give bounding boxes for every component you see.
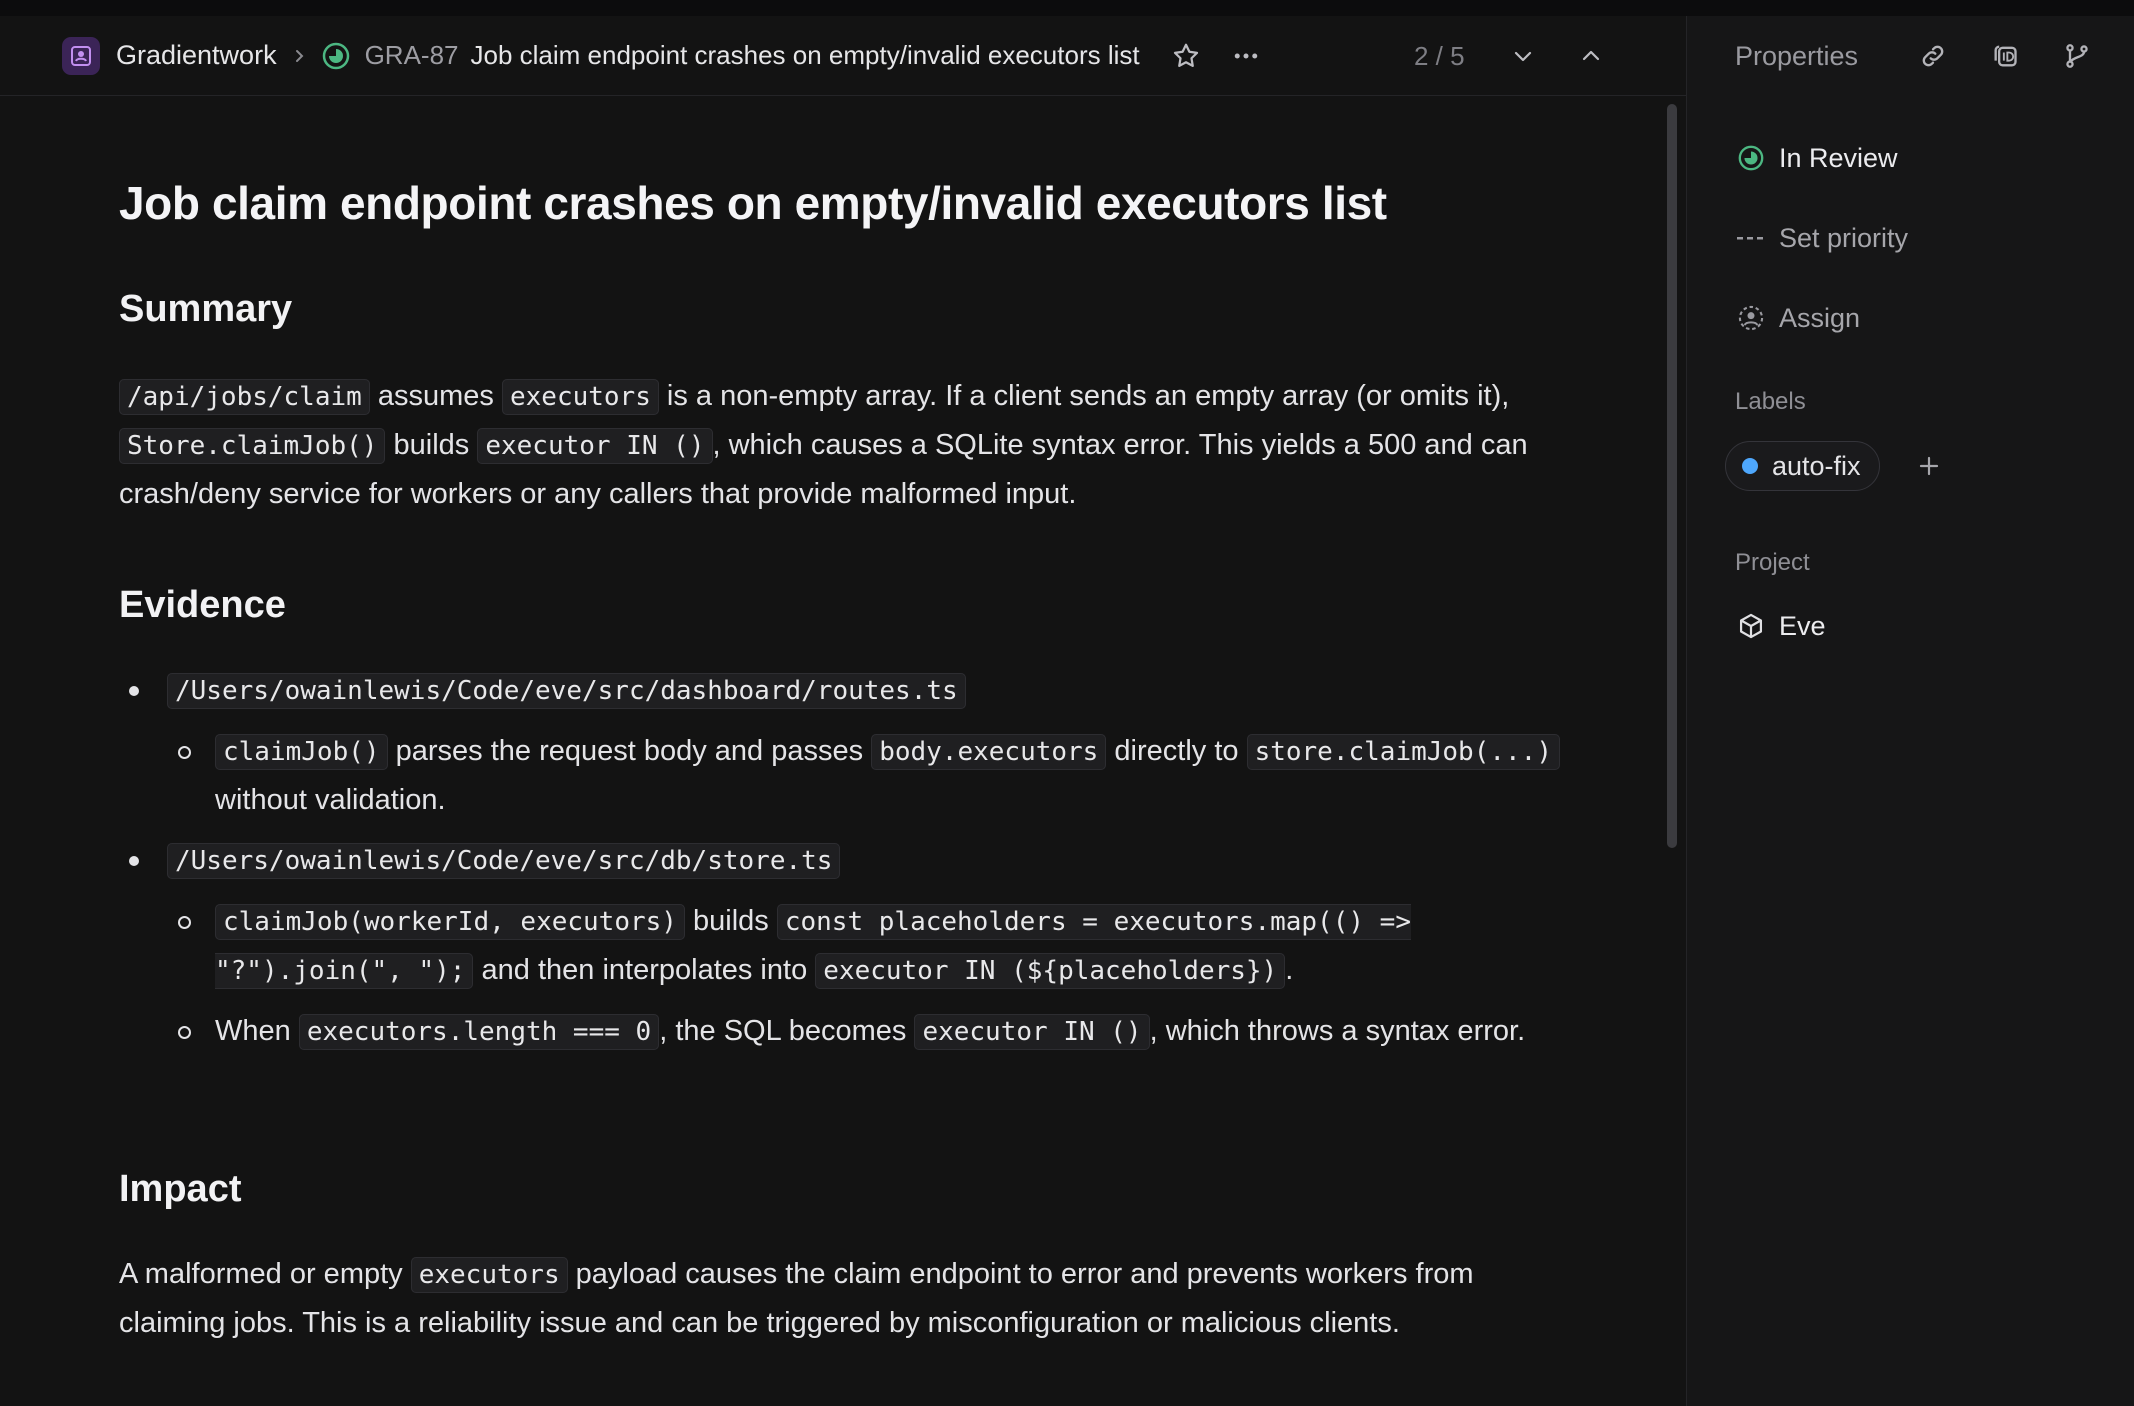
- summary-heading: Summary: [119, 288, 293, 330]
- issue-title[interactable]: Job claim endpoint crashes on empty/invalid executors list: [119, 177, 1387, 229]
- text-run: , which causes a SQLite syntax error. This yields a 500 and can crash/deny service for workers or any callers that provide malformed input.: [119, 429, 1528, 510]
- more-horizontal-icon[interactable]: [1226, 36, 1266, 76]
- plus-icon[interactable]: [1909, 446, 1949, 486]
- assignee-icon: [1735, 302, 1767, 334]
- issue-id[interactable]: GRA-87: [364, 40, 459, 70]
- status-in-review-icon[interactable]: [321, 41, 351, 71]
- evidence-detail-item: [119, 727, 1579, 824]
- text-run: , which throws a syntax error.: [1149, 1015, 1526, 1047]
- priority-property[interactable]: [1727, 210, 1922, 266]
- text-run: and then interpolates into: [473, 954, 816, 986]
- priority-dashes-icon: [1735, 222, 1767, 254]
- text-run: builds: [385, 429, 478, 461]
- chevron-down-icon[interactable]: [1503, 36, 1543, 76]
- text-run: When: [215, 1015, 299, 1047]
- inline-code: executors: [411, 1257, 568, 1293]
- copy-id-icon[interactable]: [1985, 36, 2025, 76]
- label-chip-name: auto-fix: [1772, 450, 1861, 481]
- evidence-file-item: [119, 836, 1579, 885]
- project-property[interactable]: [1727, 598, 1840, 654]
- text-run: payload causes the claim endpoint to error and prevents workers from claiming jobs. This is a reliability issue and can be triggered by misconfiguration or malicious clients.: [119, 1258, 1474, 1339]
- text-run: is a non-empty array. If a client sends an empty array (or omits it),: [658, 380, 1510, 412]
- star-icon[interactable]: [1166, 36, 1206, 76]
- inline-code: executor IN (): [477, 428, 712, 464]
- content-scrollbar[interactable]: [1664, 96, 1680, 1406]
- inline-code: claimJob(workerId, executors): [215, 904, 685, 940]
- inline-code: executor IN (${placeholders}): [815, 953, 1285, 989]
- breadcrumb-issue-title[interactable]: Job claim endpoint crashes on empty/invalid executors list: [470, 40, 1140, 70]
- project-name: Eve: [1779, 610, 1826, 641]
- status-property[interactable]: [1727, 130, 1912, 186]
- branch-icon[interactable]: [2057, 36, 2097, 76]
- chevron-up-icon[interactable]: [1571, 36, 1611, 76]
- text-run: , the SQL becomes: [659, 1015, 915, 1047]
- text-run: A malformed or empty: [119, 1258, 411, 1290]
- scrollbar-thumb[interactable]: [1667, 104, 1677, 848]
- text-run: .: [1285, 954, 1294, 986]
- label-color-dot: [1742, 458, 1758, 474]
- inline-code: store.claimJob(...): [1247, 734, 1560, 770]
- text-run: directly to: [1106, 735, 1247, 767]
- properties-sidebar: [1686, 16, 2134, 1406]
- status-label: In Review: [1779, 142, 1898, 173]
- assignee-property[interactable]: [1727, 290, 1874, 346]
- impact-heading: Impact: [119, 1168, 242, 1210]
- workspace-icon[interactable]: [62, 37, 100, 75]
- text-run: assumes: [369, 380, 502, 412]
- status-in-review-icon: [1735, 142, 1767, 174]
- text-run: without validation.: [215, 784, 446, 816]
- sidebar-header: [1687, 16, 2134, 96]
- inline-code: executors: [502, 379, 659, 415]
- inline-code: /Users/owainlewis/Code/eve/src/dashboard/routes.ts: [167, 673, 966, 709]
- assignee-label: Assign: [1779, 302, 1861, 333]
- link-icon[interactable]: [1913, 36, 1953, 76]
- inline-code: executor IN (): [914, 1014, 1149, 1050]
- evidence-detail-item: [119, 1007, 1579, 1056]
- text-run: builds: [684, 905, 777, 937]
- impact-paragraph: [119, 1250, 1559, 1347]
- issue-header-bar: [0, 16, 1686, 96]
- chevron-right-icon: [293, 49, 307, 63]
- evidence-file-item: [119, 666, 1579, 715]
- issue-pager: [1414, 16, 1625, 96]
- inline-code: executors.length === 0: [299, 1014, 659, 1050]
- evidence-list: [119, 666, 1579, 1068]
- labels-heading: Labels: [1735, 388, 1806, 415]
- inline-code: const placeholders = executors.map(() => "?").join(", ");: [215, 904, 1411, 989]
- inline-code: Store.claimJob(): [119, 428, 385, 464]
- summary-paragraph: [119, 372, 1559, 518]
- inline-code: /Users/owainlewis/Code/eve/src/db/store.ts: [167, 843, 840, 879]
- workspace-name[interactable]: Gradientwork: [116, 40, 277, 70]
- evidence-heading: Evidence: [119, 584, 286, 626]
- text-run: parses the request body and passes: [387, 735, 872, 767]
- pager-count: 2 / 5: [1414, 40, 1465, 71]
- evidence-detail-item: [119, 897, 1579, 995]
- project-heading: Project: [1735, 549, 1810, 576]
- inline-code: claimJob(): [215, 734, 388, 770]
- priority-label: Set priority: [1779, 222, 1909, 253]
- sidebar-title: Properties: [1735, 40, 1859, 71]
- inline-code: body.executors: [871, 734, 1106, 770]
- project-cube-icon: [1735, 610, 1767, 642]
- inline-code: /api/jobs/claim: [119, 379, 370, 415]
- label-chip-auto-fix[interactable]: [1725, 441, 1880, 491]
